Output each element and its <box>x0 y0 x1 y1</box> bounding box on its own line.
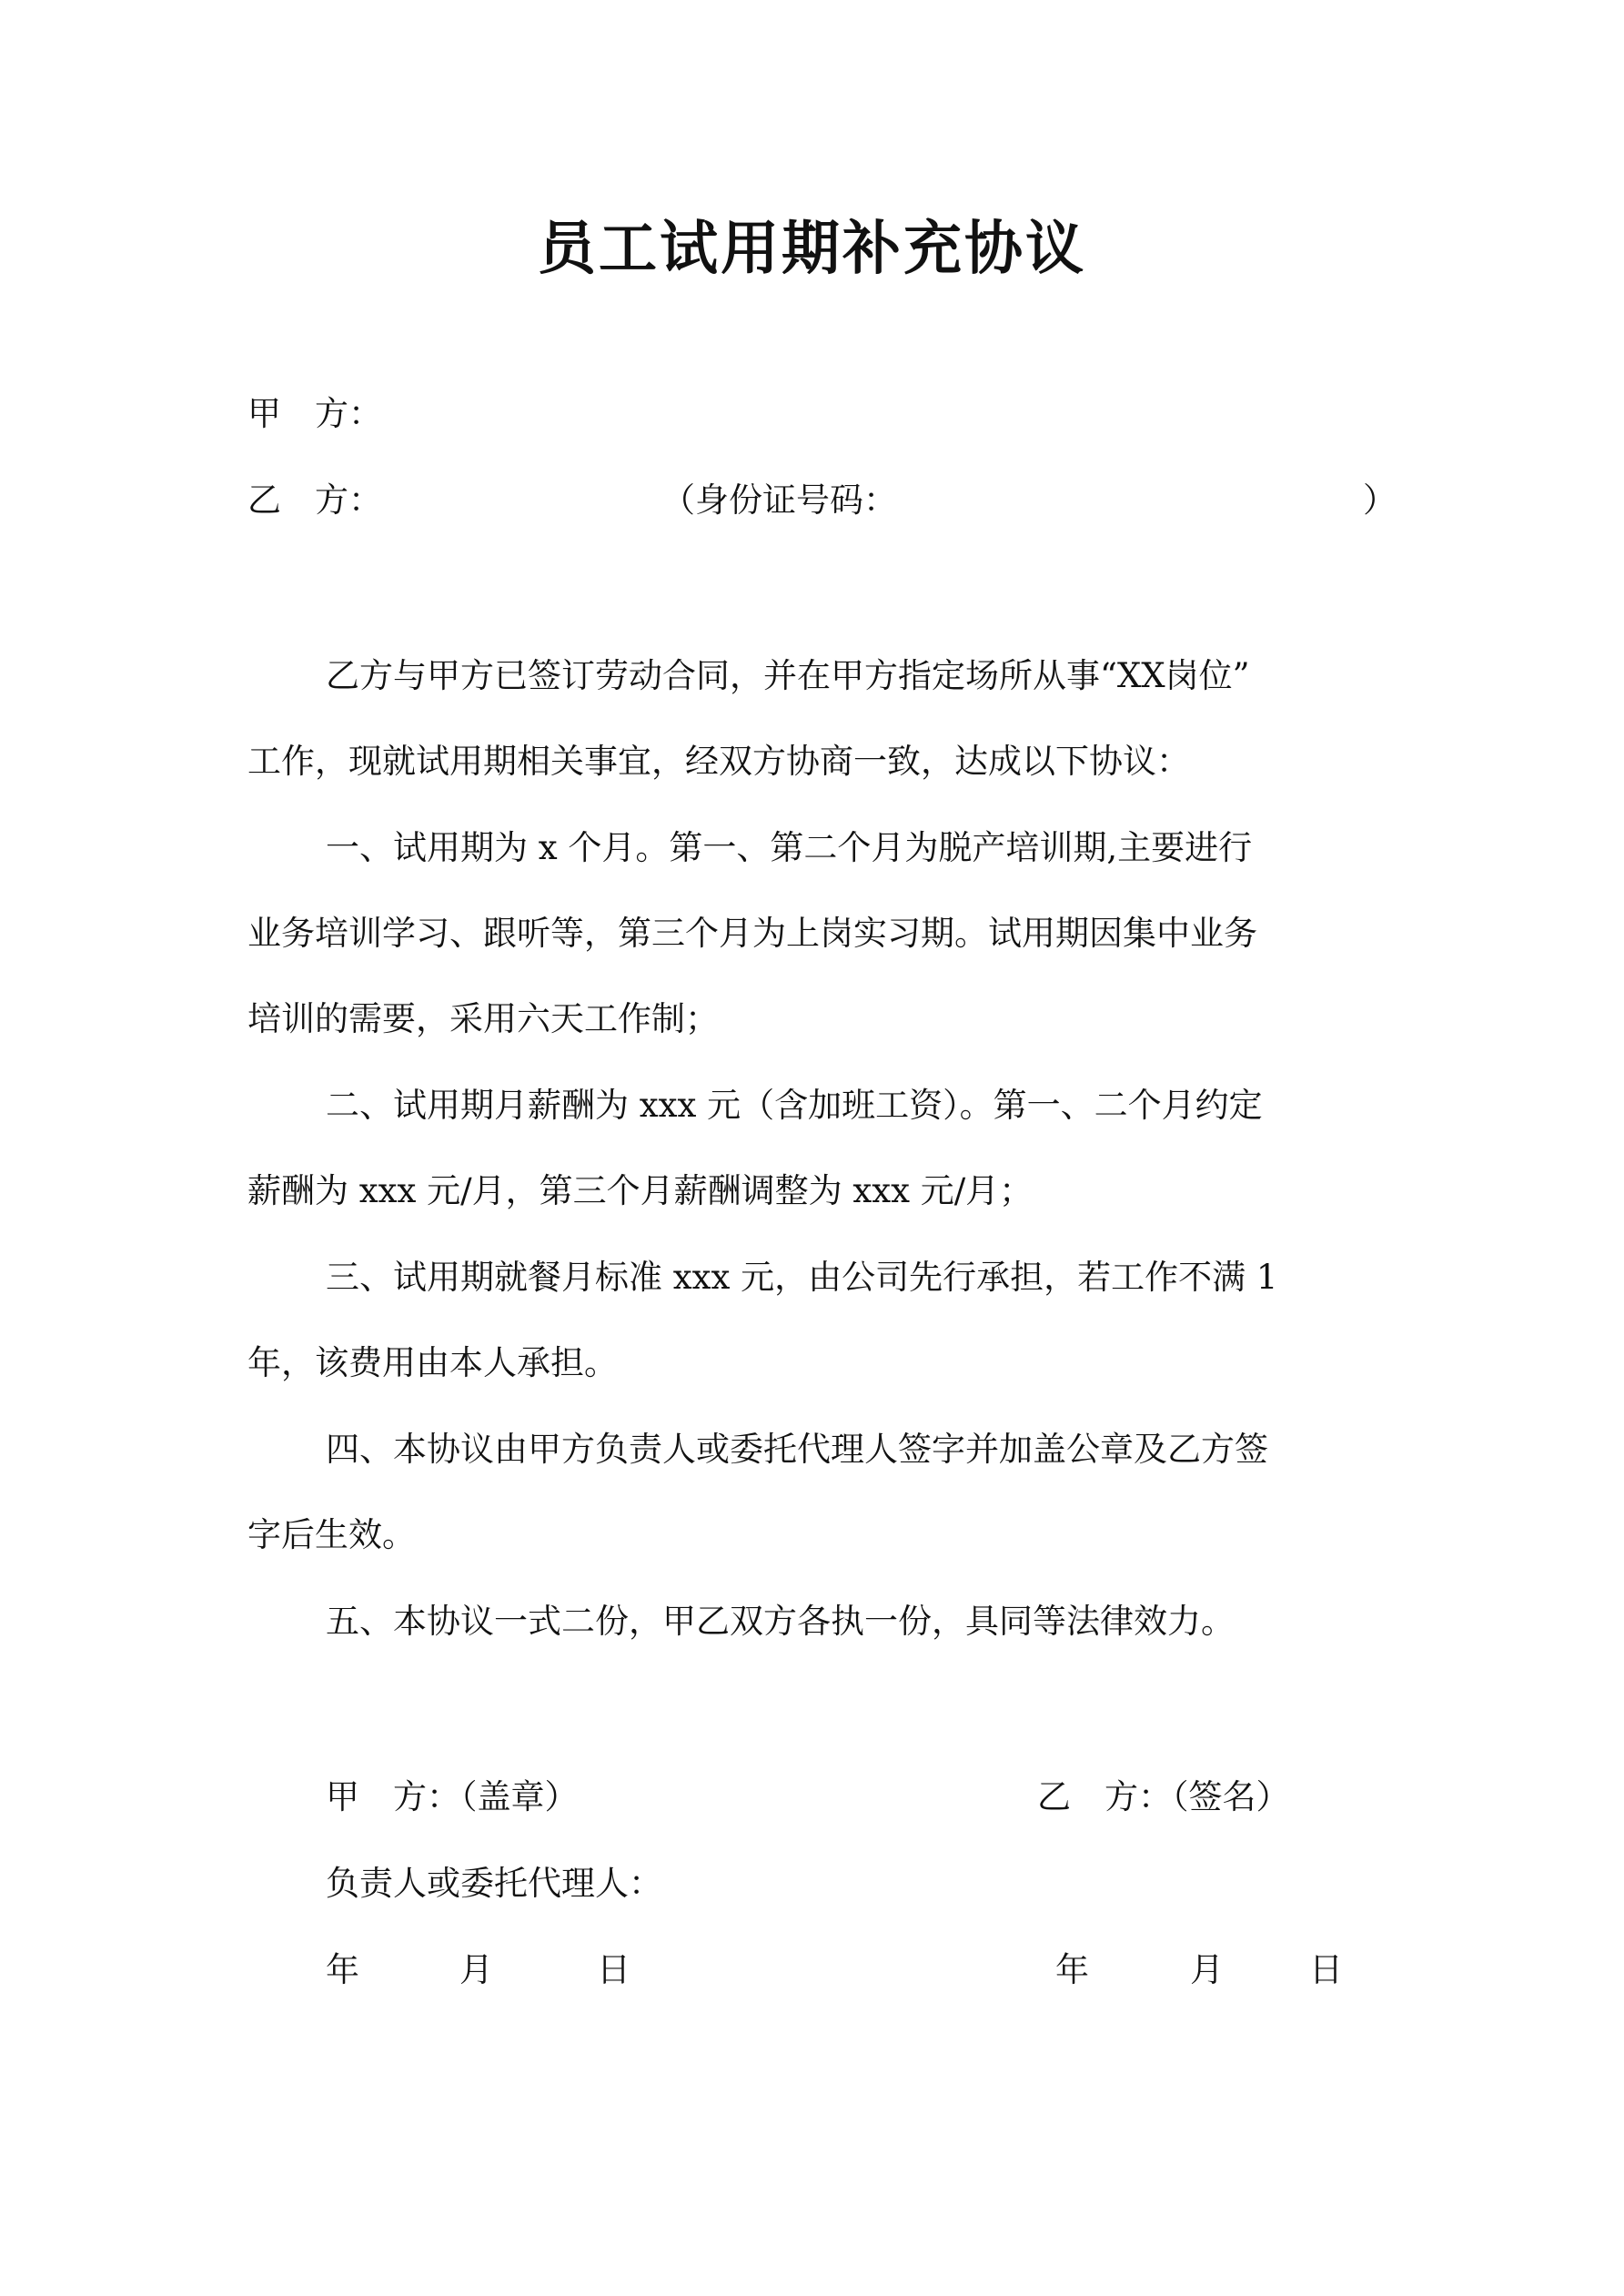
signature-party-a: 甲 方：（盖章） <box>326 1777 579 1816</box>
party-b-line: 乙 方： <box>247 480 382 520</box>
paragraph-3-line-2: 年，该费用由本人承担。 <box>247 1343 618 1382</box>
id-number-label: （身份证号码： <box>661 480 897 520</box>
paragraph-3-line-1: 三、试用期就餐月标准 xxx 元，由公司先行承担，若工作不满 1 <box>326 1258 1278 1297</box>
date-b-month: 月 <box>1190 1950 1224 1989</box>
paragraph-intro-line-2: 工作，现就试用期相关事宜，经双方协商一致，达成以下协议： <box>247 742 1190 781</box>
document-title: 员工试用期补充协议 <box>538 215 1086 283</box>
paragraph-2-line-1: 二、试用期月薪酬为 xxx 元（含加班工资）。第一、二个月约定 <box>326 1086 1263 1125</box>
date-a-year: 年 <box>326 1950 359 1989</box>
date-a-day: 日 <box>597 1950 630 1989</box>
paragraph-1-line-2: 业务培训学习、跟听等，第三个月为上岗实习期。试用期因集中业务 <box>247 914 1257 953</box>
party-a-line: 甲 方： <box>247 394 382 433</box>
paragraph-1-line-1: 一、试用期为 x 个月。第一、第二个月为脱产培训期,主要进行 <box>326 828 1253 867</box>
date-b-day: 日 <box>1309 1950 1343 1989</box>
paragraph-2-line-2: 薪酬为 xxx 元/月，第三个月薪酬调整为 xxx 元/月； <box>247 1171 1034 1210</box>
id-number-close: ） <box>1363 480 1397 520</box>
paragraph-1-line-3: 培训的需要，采用六天工作制； <box>247 999 719 1038</box>
paragraph-5-line-1: 五、本协议一式二份，甲乙双方各执一份，具同等法律效力。 <box>326 1602 1235 1641</box>
signature-representative: 负责人或委托代理人： <box>326 1864 662 1903</box>
paragraph-4-line-1: 四、本协议由甲方负责人或委托代理人签字并加盖公章及乙方签 <box>326 1430 1268 1469</box>
date-b-year: 年 <box>1055 1950 1089 1989</box>
paragraph-4-line-2: 字后生效。 <box>247 1515 416 1554</box>
signature-party-b: 乙 方：（签名） <box>1037 1777 1290 1816</box>
paragraph-intro-line-1: 乙方与甲方已签订劳动合同，并在甲方指定场所从事“XX岗位” <box>326 656 1250 695</box>
date-a-month: 月 <box>459 1950 493 1989</box>
